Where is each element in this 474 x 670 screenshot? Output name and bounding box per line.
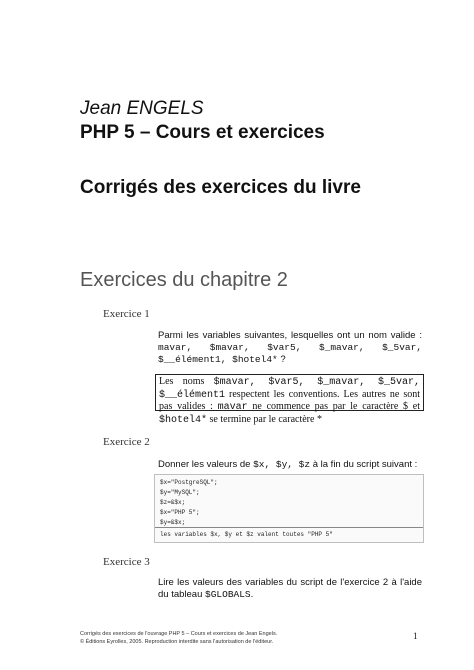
exercise-1-variables: mavar, $mavar, $var5, $_mavar, $_5var, $__élément1, $hotel4* bbox=[158, 342, 422, 365]
exercise-1-question bbox=[158, 330, 422, 366]
footer bbox=[80, 630, 277, 646]
code-divider bbox=[155, 527, 423, 528]
exercise-2-question-text: Donner les valeurs de bbox=[158, 459, 254, 470]
exercise-1-label: Exercice 1 bbox=[103, 308, 150, 320]
exercise-1-question-end: ? bbox=[277, 354, 286, 365]
document-subtitle: Corrigés des exercices du livre bbox=[80, 177, 361, 198]
code-line: $y=&$x; bbox=[160, 519, 186, 526]
code-listing bbox=[154, 474, 424, 543]
exercise-2-question bbox=[158, 459, 422, 471]
exercise-2-label: Exercice 2 bbox=[103, 436, 150, 448]
code-answer: les variables $x, $y et $z valent toutes "PHP 5" bbox=[160, 531, 333, 538]
answer-text-4: se termine par le caractère * bbox=[207, 413, 322, 425]
exercise-2-question-end: à la fin du script suivant : bbox=[310, 459, 418, 470]
exercise-3-question-text: Lire les valeurs des variables du script de l'exercice 2 à l'aide du tableau bbox=[158, 577, 422, 600]
exercise-3-variable: $GLOBALS bbox=[205, 589, 251, 600]
code-line: $y="MySQL"; bbox=[160, 489, 200, 496]
answer-text-3: ne commence pas par le caractère $ et bbox=[247, 401, 420, 412]
footer-line-1: Corrigés des exercices de l'ouvrage PHP 5 – Cours et exercices de Jean Engels. bbox=[80, 631, 278, 637]
footer-line-2: © Éditions Eyrolles, 2005. Reproduction interdite sans l'autorisation de l'éditeur. bbox=[80, 639, 274, 645]
exercise-3-question bbox=[158, 577, 422, 601]
chapter-title: Exercices du chapitre 2 bbox=[80, 269, 288, 291]
exercise-1-answer-box bbox=[155, 374, 424, 426]
exercise-2-variables: $x, $y, $z bbox=[253, 459, 311, 470]
answer-text-2: respectent les conventions. Les autres ne sont pas valides : bbox=[159, 388, 420, 412]
code-line: $x="PHP 5"; bbox=[160, 509, 200, 516]
answer-var-b: $hotel4* bbox=[159, 414, 208, 426]
code-line: $z=&$x; bbox=[160, 499, 186, 506]
answer-valid-vars: $mavar, $var5, $_mavar, $_5var, $__élément1 bbox=[159, 377, 421, 401]
answer-text-1: Les noms bbox=[159, 376, 214, 387]
exercise-3-label: Exercice 3 bbox=[103, 556, 150, 568]
exercise-1-question-text: Parmi les variables suivantes, lesquelles ont un nom valide : bbox=[158, 330, 422, 341]
author-name: Jean ENGELS bbox=[80, 98, 204, 119]
answer-var-a: mavar bbox=[217, 402, 248, 413]
exercise-3-question-end: . bbox=[250, 589, 254, 600]
book-title: PHP 5 – Cours et exercices bbox=[80, 122, 325, 143]
code-line: $x="PostgreSQL"; bbox=[160, 479, 218, 486]
page-number: 1 bbox=[413, 631, 418, 641]
